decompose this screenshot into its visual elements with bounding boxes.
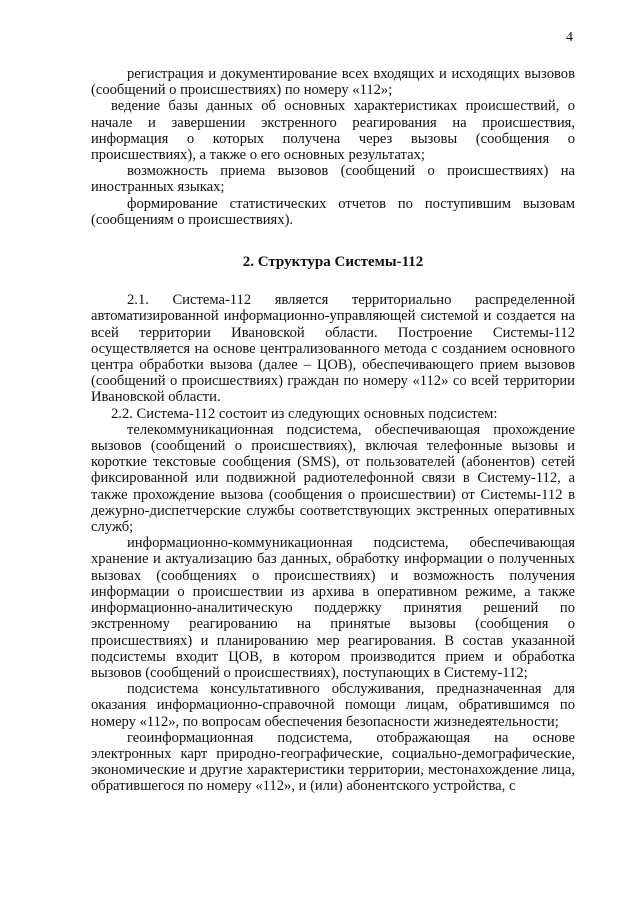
intro-item-foreign-languages: возможность приема вызовов (сообщений о происшествиях) на иностранных языках; [91, 163, 575, 196]
subsystem-telecom: телекоммуникационная подсистема, обеспечивающая прохождение вызовов (сообщений о происшествиях), включая телефонные вызовы и короткие текстовые сообщения (SMS), от пользователей (абонентов) сетей фиксированной или подвижной радиотелефонной связи в Систему-112, а также прохождение вызова (сообщения о происшествии) от Системы-112 в дежурно-диспетчерские службы соответствующих экстренных оперативных служб; [91, 421, 575, 536]
intro-item-registration: регистрация и документирование всех входящих и исходящих вызовов (сообщений о происшествиях) по номеру «112»; [91, 66, 575, 99]
subsystem-consulting: подсистема консультативного обслуживания, предназначенная для оказания информационно-справочной помощи лицам, обратившимся по номеру «112», по вопросам обеспечения безопасности жизнедеятельности; [91, 681, 575, 730]
section-heading: 2. Структура Системы-112 [242, 254, 424, 271]
intro-item-database: ведение базы данных об основных характеристиках происшествий, о начале и завершении экстренного реагирования на происшествия, информация о которых получена через вызовы (сообщения о происшествиях), а также о его основных результатах; [91, 98, 575, 164]
subsystem-infocomm: информационно-коммуникационная подсистема, обеспечивающая хранение и актуализацию баз данных, обработку информации о полученных вызовах (сообщениях о происшествиях) и возможность получения информации о происшествии из архива в оперативном режиме, а также информационно-аналитическую поддержку принятия решений по экстренному реагированию на принятые вызовы (сообщения о происшествиях) и планированию мер реагирования. В состав указанной подсистемы входит ЦОВ, в котором производится прием и обработка вызовов (сообщений о происшествиях), поступающих в Систему-112; [91, 535, 575, 681]
intro-item-statistics: формирование статистических отчетов по поступившим вызовам (сообщениям о происшествиях). [91, 195, 575, 228]
page-number: 4 [566, 30, 573, 45]
document-body [91, 66, 575, 795]
subsystem-geoinfo: геоинформационная подсистема, отображающая на основе электронных карт природно-географические, социально-демографические, экономические и другие характеристики территории, местонахождение лица, обратившегося по номеру «112», и (или) абонентского устройства, с [91, 729, 575, 795]
paragraph-2-2: 2.2. Система-112 состоит из следующих основных подсистем: [111, 405, 498, 422]
paragraph-2-1: 2.1. Система-112 является территориально распределенной автоматизированной информационно-управляющей системой и создается на всей территории Ивановской области. Построение Системы-112 осуществляется на основе централизованного метода с созданием основного центра обработки вызова (далее – ЦОВ), обеспечивающего прием вызовов (сообщений о происшествиях) граждан по номеру «112» со всей территории Ивановской области. [91, 292, 575, 406]
